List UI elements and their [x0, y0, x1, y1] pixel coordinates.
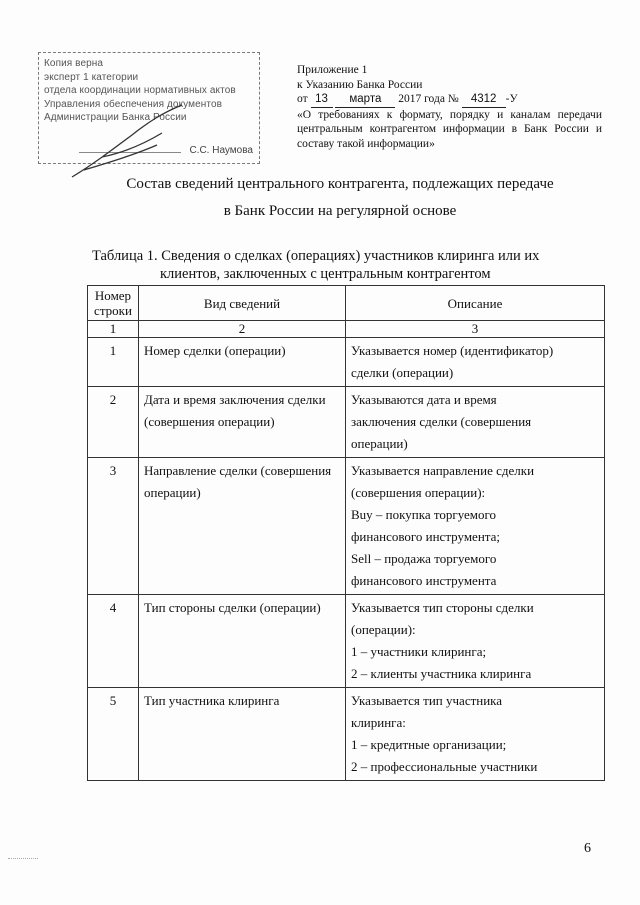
stamp-line: Администрации Банка России: [44, 112, 187, 123]
scan-artifact: [8, 858, 38, 861]
table-caption-line-2: клиентов, заключенных с центральным контрагентом: [160, 265, 491, 282]
handwritten-signature: [62, 95, 212, 185]
day-field: 13: [311, 92, 333, 108]
description-line: Buy – покупка торгуемого: [351, 507, 497, 522]
appendix-line: Приложение 1: [297, 64, 368, 76]
stamp-signer: С.С. Наумова: [189, 144, 253, 156]
table-row: [88, 458, 605, 595]
data-table: [87, 285, 605, 781]
row-description: [346, 688, 605, 781]
row-number: 3: [88, 458, 139, 595]
stamp-line: эксперт 1 категории: [44, 71, 139, 83]
column-number: 3: [346, 321, 605, 338]
from-label: от: [297, 93, 308, 105]
row-kind: Номер сделки (операции): [139, 338, 346, 387]
column-number: 1: [88, 321, 139, 338]
appendix-date-line: [297, 92, 602, 108]
row-number: 2: [88, 387, 139, 458]
document-title-line-1: Состав сведений центрального контрагента, подлежащих передаче: [126, 176, 554, 192]
description-line: 2 – профессиональные участники: [351, 759, 538, 774]
description-line: (операции):: [351, 622, 416, 637]
description-line: Указывается тип стороны сделки: [351, 600, 534, 615]
description-line: клиринга:: [351, 715, 406, 730]
description-line: Указывается тип участника: [351, 693, 503, 708]
column-number-row: [88, 321, 605, 338]
header-description: Описание: [346, 286, 605, 321]
row-kind: Дата и время заключения сделки (совершения операции): [139, 387, 346, 458]
table-row: [88, 338, 605, 387]
table-row: [88, 387, 605, 458]
row-description: [346, 458, 605, 595]
page-number: 6: [584, 841, 591, 856]
appendix-description: «О требованиях к формату, порядку и каналам передачи центральным контрагентом информации в Банк России и составу такой информации»: [297, 108, 602, 150]
description-line: финансового инструмента;: [351, 529, 500, 544]
column-number: 2: [139, 321, 346, 338]
header-row-number: Номер строки: [88, 286, 139, 321]
appendix-line: к Указанию Банка России: [297, 78, 423, 91]
description-line: сделки (операции): [351, 365, 454, 380]
description-line: 1 – кредитные организации;: [351, 737, 507, 752]
description-line: Указываются дата и время: [351, 392, 497, 407]
description-line: заключения сделки (совершения: [351, 414, 532, 429]
description-line: Sell – продажа торгуемого: [351, 551, 497, 566]
description-line: (совершения операции):: [351, 485, 486, 500]
table-row: [88, 688, 605, 781]
row-description: [346, 595, 605, 688]
month-field: марта: [335, 92, 395, 108]
description-line: 1 – участники клиринга;: [351, 644, 487, 659]
document-title-line-2: в Банк России на регулярной основе: [223, 203, 457, 219]
description-line: 2 – клиенты участника клиринга: [351, 666, 532, 681]
row-description: [346, 338, 605, 387]
header-kind: Вид сведений: [139, 286, 346, 321]
number-suffix: -У: [505, 93, 518, 105]
year-text: 2017 года №: [398, 93, 459, 105]
description-line: операции): [351, 436, 408, 451]
table-caption: [92, 248, 612, 283]
row-number: 5: [88, 688, 139, 781]
table-caption-line-1: Таблица 1. Сведения о сделках (операциях) участников клиринга или их: [92, 248, 540, 264]
row-description: [346, 387, 605, 458]
row-kind: Направление сделки (совершения операции): [139, 458, 346, 595]
row-number: 4: [88, 595, 139, 688]
stamp-line: отдела координации нормативных актов: [44, 85, 236, 96]
row-kind: Тип стороны сделки (операции): [139, 595, 346, 688]
description-line: Указывается направление сделки: [351, 463, 535, 478]
order-number: 4312: [462, 92, 506, 108]
stamp-line: Управления обеспечения документов: [44, 98, 223, 110]
row-number: 1: [88, 338, 139, 387]
table-header-row: [88, 286, 605, 321]
stamp-line: Копия верна: [44, 58, 104, 69]
description-line: финансового инструмента: [351, 573, 497, 588]
row-kind: Тип участника клиринга: [139, 688, 346, 781]
table-row: [88, 595, 605, 688]
description-line: Указывается номер (идентификатор): [351, 343, 554, 358]
appendix-header: [297, 63, 602, 151]
